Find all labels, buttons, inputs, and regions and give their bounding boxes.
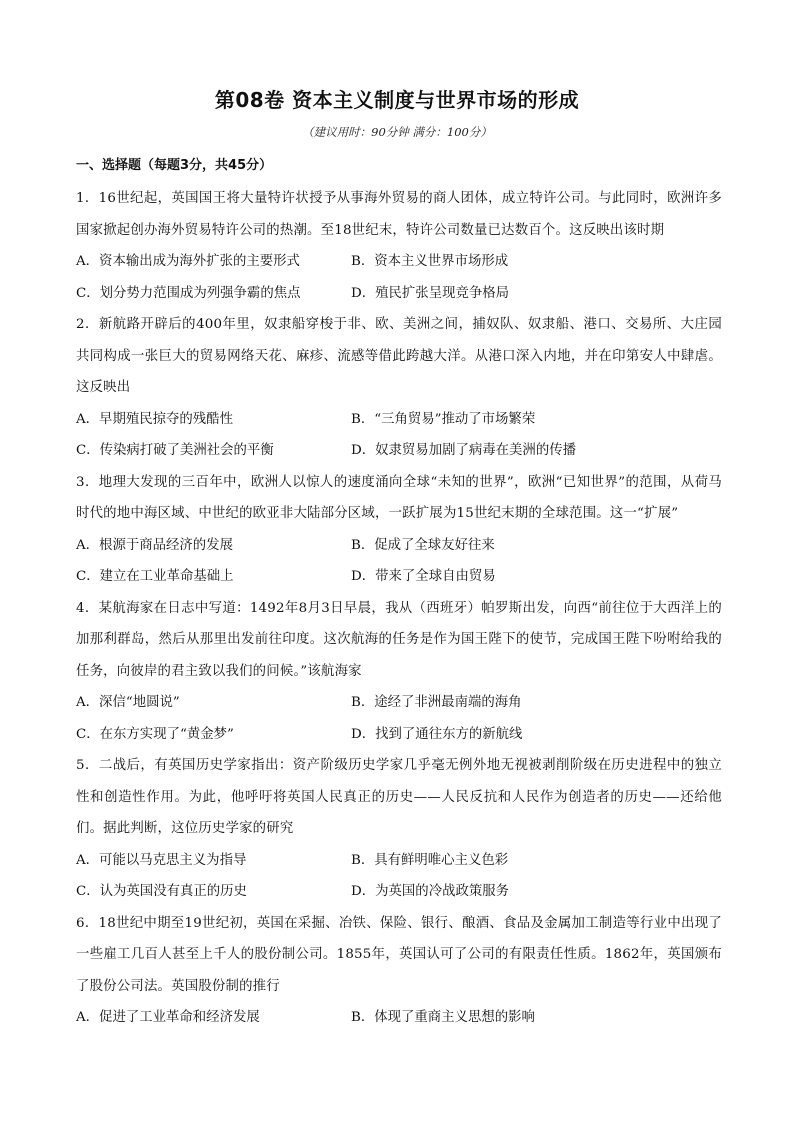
section-heading: 一、选择题（每题3分，共45分） xyxy=(76,158,273,173)
option-b: B．具有鲜明唯心主义色彩 xyxy=(351,852,509,868)
question-1 xyxy=(76,183,722,309)
option-a: A．可能以马克思主义为指导 xyxy=(76,852,247,868)
option-c: C．在东方实现了“黄金梦” xyxy=(76,726,234,742)
options xyxy=(76,530,722,593)
question-stem: 5．二战后，有英国历史学家指出：资产阶级历史学家几乎毫无例外地无视被剥削阶级在历史进程中的独立性和创造性作用。为此，他呼吁将英国人民真正的历史——人民反抗和人民作为创造者的历史——还给他们。据此判断，这位历史学家的研究 xyxy=(76,758,722,836)
options xyxy=(76,246,722,309)
question-stem: 6．18世纪中期至19世纪初，英国在采掘、冶铁、保险、银行、酿酒、食品及金属加工制造等行业中出现了一些雇工几百人甚至上千人的股份制公司。1855年，英国认可了公司的有限责任性质。1862年，英国颁布了股份公司法。英国股份制的推行 xyxy=(76,915,722,994)
question-stem: 3．地理大发现的三百年中，欧洲人以惊人的速度涌向全球“未知的世界”，欧洲“已知世界”的范围，从荷马时代的地中海区域、中世纪的欧亚非大陆部分区域，一跃扩展为15世纪末期的全球范围。这一“扩展” xyxy=(76,474,722,521)
option-c: C．认为英国没有真正的历史 xyxy=(76,884,247,899)
option-a: A．资本输出成为海外扩张的主要形式 xyxy=(76,254,300,269)
option-c: C．传染病打破了美洲社会的平衡 xyxy=(76,443,274,458)
question-5 xyxy=(76,750,722,908)
page-title: 第08卷 资本主义制度与世界市场的形成 xyxy=(214,88,580,112)
question-3 xyxy=(76,467,722,593)
options xyxy=(76,404,722,467)
option-d: D．殖民扩张呈现竞争格局 xyxy=(351,285,510,301)
option-a: A．促进了工业革命和经济发展 xyxy=(76,1010,260,1025)
option-a: A．深信“地圆说” xyxy=(76,695,180,710)
question-2 xyxy=(76,309,722,467)
option-c: C．建立在工业革命基础上 xyxy=(76,569,234,584)
option-b: B．资本主义世界市场形成 xyxy=(351,254,509,269)
options xyxy=(76,687,722,750)
question-4 xyxy=(76,593,722,751)
option-a: A．早期殖民掠夺的残酷性 xyxy=(76,411,233,427)
option-d: D．找到了通往东方的新航线 xyxy=(351,726,523,742)
question-stem: 4．某航海家在日志中写道：1492年8月3日早晨，我从（西班牙）帕罗斯出发，向西“前往位于大西洋上的加那利群岛，然后从那里出发前往印度。这次航海的任务是作为国王陛下的使节，完成国王陛下吩咐给我的任务，向彼岸的君主致以我们的问候。”该航海家 xyxy=(76,600,722,679)
options xyxy=(76,845,722,908)
options xyxy=(76,1002,722,1034)
option-c: C．划分势力范围成为列强争霸的焦点 xyxy=(76,285,301,301)
option-b: B．“三角贸易”推动了市场繁荣 xyxy=(351,411,536,427)
question-list xyxy=(76,183,722,1034)
option-d: D．带来了全球自由贸易 xyxy=(351,569,496,584)
option-d: D．为英国的冷战政策服务 xyxy=(351,884,510,899)
exam-info: （建议用时：90分钟 满分：100分） xyxy=(302,125,492,139)
option-a: A．根源于商品经济的发展 xyxy=(76,537,233,553)
option-b: B．途经了非洲最南端的海角 xyxy=(351,695,522,710)
option-b: B．促成了全球友好往来 xyxy=(351,537,495,553)
question-stem: 1．16世纪起，英国国王将大量特许状授予从事海外贸易的商人团体，成立特许公司。与此同时，欧洲许多国家掀起创办海外贸易特许公司的热潮。至18世纪末，特许公司数量已达数百个。这反映出该时期 xyxy=(76,191,722,238)
question-stem: 2．新航路开辟后的400年里，奴隶船穿梭于非、欧、美洲之间，捕奴队、奴隶船、港口、交易所、大庄园共同构成一张巨大的贸易网络天花、麻疹、流感等借此跨越大洋。从港口深入内地，并在印第安人中肆虐。这反映出 xyxy=(76,317,722,395)
option-d: D．奴隶贸易加剧了病毒在美洲的传播 xyxy=(351,443,576,458)
option-b: B．体现了重商主义思想的影响 xyxy=(351,1010,535,1025)
question-6 xyxy=(76,908,722,1034)
